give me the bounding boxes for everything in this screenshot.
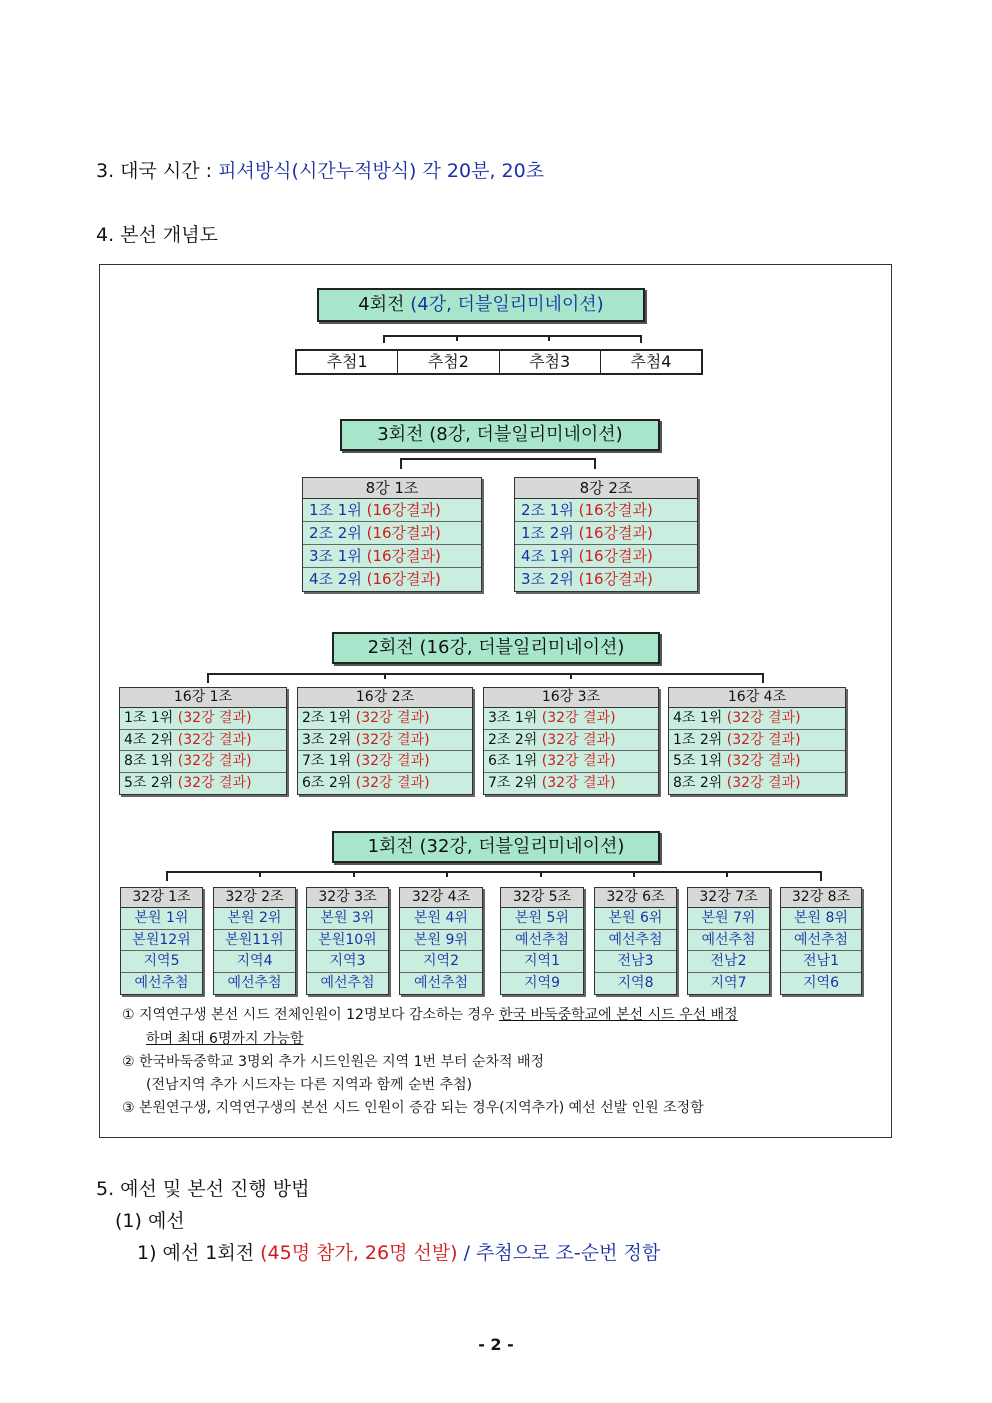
table-row: 본원 9위 (400, 930, 482, 952)
table-row: 전남1 (781, 951, 861, 973)
table-row: 4조 2위 (16강결과) (303, 568, 481, 591)
group-header: 16강 1조 (120, 688, 286, 708)
note-2-continued: (전남지역 추가 시드자는 다른 지역과 함께 순번 추첨) (146, 1077, 473, 1093)
table-row: 지역9 (501, 973, 583, 995)
draw-cell-1: 추첨1 (297, 351, 398, 373)
draw-cell-3: 추첨3 (500, 351, 601, 373)
table-row: 4조 1위 (16강결과) (515, 545, 697, 568)
r1-group-6 (594, 887, 677, 995)
table-row: 2조 2위 (32강 결과) (484, 730, 658, 752)
table-row: 3조 1위 (16강결과) (303, 545, 481, 568)
note-1-continued: 하며 최대 6명까지 가능함 (146, 1031, 304, 1047)
table-row: 5조 2위 (32강 결과) (120, 773, 286, 795)
table-row: 본원11위 (214, 930, 295, 952)
note-1: ① 지역연구생 본선 시드 전체인원이 12명보다 감소하는 경우 한국 바둑중학교에 본선 시드 우선 배정 (122, 1007, 738, 1023)
table-row: 1조 2위 (32강 결과) (669, 730, 845, 752)
section-3-line (96, 156, 544, 183)
round-4-bracket (383, 335, 642, 343)
table-row: 본원 8위 (781, 908, 861, 930)
table-row: 3조 2위 (16강결과) (515, 568, 697, 591)
round-4-title-main: 4회전 (358, 294, 411, 315)
table-row: 5조 1위 (32강 결과) (669, 751, 845, 773)
group-header: 32강 7조 (688, 888, 769, 908)
group-header: 32강 1조 (121, 888, 202, 908)
r2-group-3 (483, 687, 659, 795)
table-row: 3조 2위 (32강 결과) (298, 730, 472, 752)
table-row: 7조 1위 (32강 결과) (298, 751, 472, 773)
group-header: 32강 2조 (214, 888, 295, 908)
group-header: 32강 3조 (307, 888, 388, 908)
table-row: 본원 2위 (214, 908, 295, 930)
r2-group-4 (668, 687, 846, 795)
bracket-tick (570, 673, 572, 679)
r1-group-7 (687, 887, 770, 995)
table-row: 4조 1위 (32강 결과) (669, 708, 845, 730)
table-row: 8조 2위 (32강 결과) (669, 773, 845, 795)
table-row: 1조 1위 (32강 결과) (120, 708, 286, 730)
r1-group-5 (500, 887, 584, 995)
round-3-title: 3회전 (8강, 더블일리미네이션) (340, 419, 660, 451)
bracket-tick (548, 335, 550, 341)
table-row: 본원12위 (121, 930, 202, 952)
table-row: 본원 6위 (595, 908, 676, 930)
bracket-tick (384, 673, 386, 679)
section-5-item-1: 1) 예선 1회전 (45명 참가, 26명 선발) / 추첨으로 조-순번 정함 (137, 1242, 661, 1264)
round-4-draw-row (295, 349, 703, 375)
r1-group-3 (306, 887, 389, 995)
table-row: 지역1 (501, 951, 583, 973)
group-header: 32강 4조 (400, 888, 482, 908)
r1-group-2 (213, 887, 296, 995)
table-row: 지역6 (781, 973, 861, 995)
table-row: 7조 2위 (32강 결과) (484, 773, 658, 795)
table-row: 지역5 (121, 951, 202, 973)
group-header: 16강 3조 (484, 688, 658, 708)
table-row: 본원 4위 (400, 908, 482, 930)
bracket-tick (259, 871, 261, 877)
table-row: 2조 1위 (32강 결과) (298, 708, 472, 730)
r3-group-2 (514, 477, 698, 592)
table-row: 전남2 (688, 951, 769, 973)
r1-group-4 (399, 887, 483, 995)
r1-group-1 (120, 887, 203, 995)
table-row: 지역3 (307, 951, 388, 973)
r2-group-1 (119, 687, 287, 795)
table-row: 본원 3위 (307, 908, 388, 930)
section-5-title: 5. 예선 및 본선 진행 방법 (96, 1178, 310, 1200)
group-header: 16강 2조 (298, 688, 472, 708)
table-row: 3조 1위 (32강 결과) (484, 708, 658, 730)
table-row: 예선추첨 (400, 973, 482, 995)
table-row: 2조 1위 (16강결과) (515, 499, 697, 522)
time-control-value: 피셔방식(시간누적방식) 각 20분, 20초 (218, 160, 545, 182)
section-3-label: 3. 대국 시간 : (96, 160, 219, 182)
group-header: 32강 6조 (595, 888, 676, 908)
table-row: 지역2 (400, 951, 482, 973)
table-row: 지역8 (595, 973, 676, 995)
table-row: 본원 1위 (121, 908, 202, 930)
note-1-highlight: 한국 바둑중학교에 본선 시드 우선 배정 (499, 1007, 738, 1023)
qualifier-method: / 추첨으로 조-순번 정함 (457, 1242, 661, 1264)
round-2-bracket (207, 673, 764, 683)
qualifier-detail: (45명 참가, 26명 선발) (260, 1242, 458, 1264)
section-5-sub: (1) 예선 (115, 1210, 185, 1232)
table-row: 예선추첨 (595, 930, 676, 952)
group-header: 8강 1조 (303, 478, 481, 499)
group-header: 32강 5조 (501, 888, 583, 908)
note-2: ② 한국바둑중학교 3명외 추가 시드인원은 지역 1번 부터 순차적 배정 (122, 1054, 545, 1070)
table-row: 예선추첨 (121, 973, 202, 995)
round-1-bracket (166, 871, 822, 881)
group-header: 16강 4조 (669, 688, 845, 708)
round-3-bracket (400, 458, 596, 469)
table-row: 예선추첨 (781, 930, 861, 952)
round-4-title (317, 288, 645, 322)
section-4-title: 4. 본선 개념도 (96, 224, 218, 246)
table-row: 예선추첨 (307, 973, 388, 995)
table-row: 예선추첨 (214, 973, 295, 995)
table-row: 본원 7위 (688, 908, 769, 930)
draw-cell-2: 추첨2 (398, 351, 499, 373)
group-header: 32강 8조 (781, 888, 861, 908)
r3-group-1 (302, 477, 482, 592)
table-row: 지역7 (688, 973, 769, 995)
group-header: 8강 2조 (515, 478, 697, 499)
r2-group-2 (297, 687, 473, 795)
round-1-title: 1회전 (32강, 더블일리미네이션) (332, 831, 660, 863)
r1-group-8 (780, 887, 862, 995)
table-row: 전남3 (595, 951, 676, 973)
table-row: 지역4 (214, 951, 295, 973)
bracket-tick (540, 871, 542, 877)
table-row: 1조 2위 (16강결과) (515, 522, 697, 545)
table-row: 예선추첨 (501, 930, 583, 952)
round-2-title: 2회전 (16강, 더블일리미네이션) (332, 632, 660, 664)
table-row: 본원 5위 (501, 908, 583, 930)
table-row: 본원10위 (307, 930, 388, 952)
table-row: 예선추첨 (688, 930, 769, 952)
round-4-title-detail: (4강, 더블일리미네이션) (410, 294, 604, 315)
draw-cell-4: 추첨4 (601, 351, 701, 373)
bracket-tick (353, 871, 355, 877)
bracket-tick (726, 871, 728, 877)
page-number: - 2 - (478, 1335, 514, 1354)
note-3: ③ 본원연구생, 지역연구생의 본선 시드 인원이 증감 되는 경우(지역추가) 예선 선발 인원 조정함 (122, 1100, 704, 1116)
bracket-tick (446, 871, 448, 877)
table-row: 4조 2위 (32강 결과) (120, 730, 286, 752)
bracket-tick (633, 871, 635, 877)
table-row: 8조 1위 (32강 결과) (120, 751, 286, 773)
table-row: 6조 2위 (32강 결과) (298, 773, 472, 795)
table-row: 1조 1위 (16강결과) (303, 499, 481, 522)
bracket-tick (456, 335, 458, 341)
table-row: 6조 1위 (32강 결과) (484, 751, 658, 773)
table-row: 2조 2위 (16강결과) (303, 522, 481, 545)
